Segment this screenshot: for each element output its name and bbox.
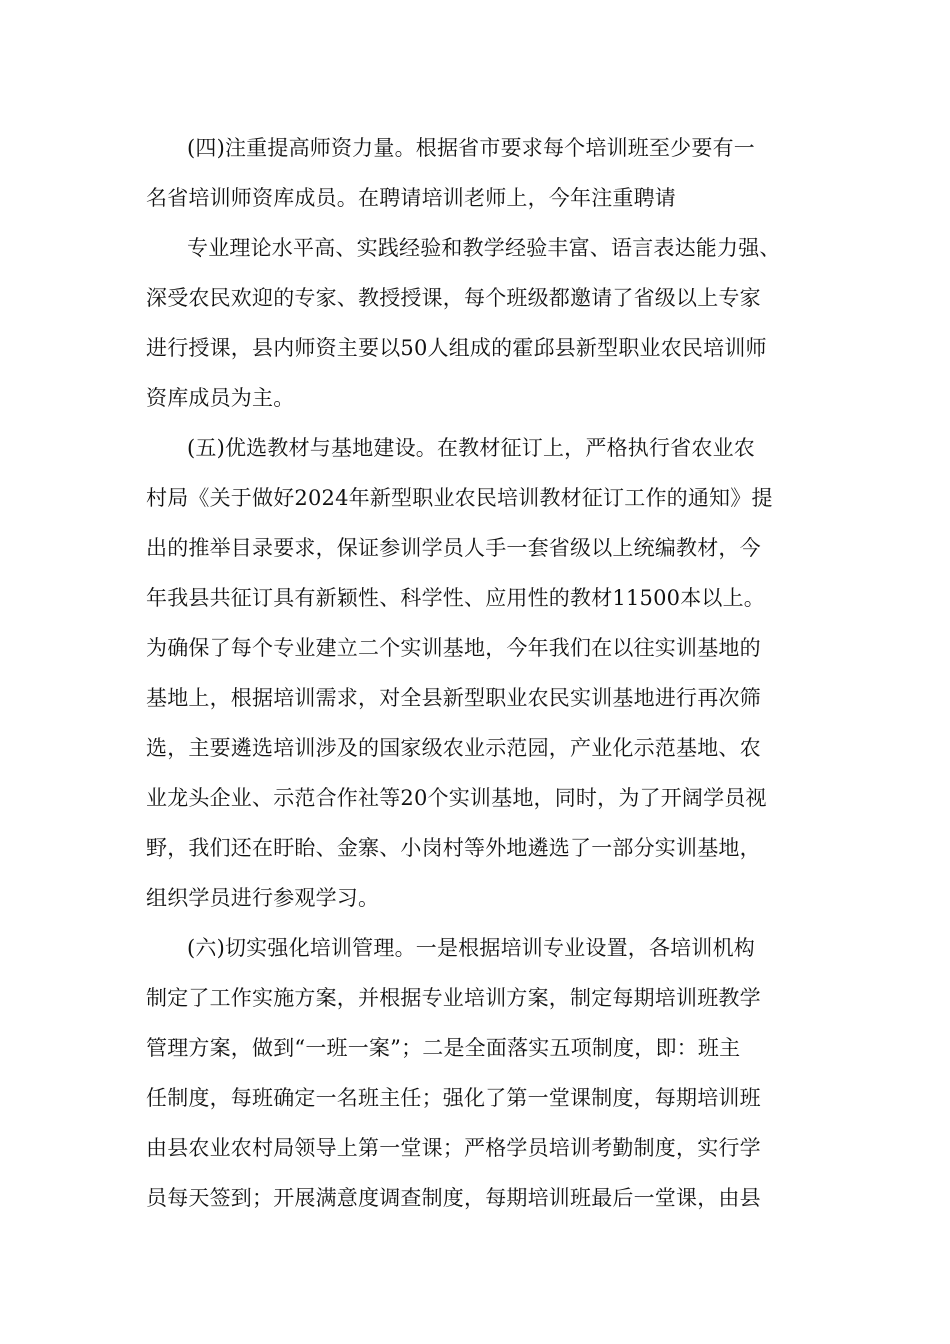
text-line: (六)切实强化培训管理。一是根据培训专业设置，各培训机构 [187, 936, 755, 960]
text-line: 基地上，根据培训需求，对全县新型职业农民实训基地进行再次筛 [146, 686, 761, 710]
text-line: (四)注重提高师资力量。根据省市要求每个培训班至少要有一 [187, 136, 755, 160]
text-line: 为确保了每个专业建立二个实训基地，今年我们在以往实训基地的 [146, 636, 761, 660]
text-line: (五)优选教材与基地建设。在教材征订上，严格执行省农业农 [187, 436, 755, 460]
text-line: 选，主要遴选培训涉及的国家级农业示范园，产业化示范基地、农 [146, 736, 761, 760]
text-line: 进行授课，县内师资主要以50人组成的霍邱县新型职业农民培训师 [146, 336, 767, 360]
text-line: 专业理论水平高、实践经验和教学经验丰富、语言表达能力强、 [187, 236, 781, 260]
text-line: 制定了工作实施方案，并根据专业培训方案，制定每期培训班教学 [146, 986, 761, 1010]
text-line: 深受农民欢迎的专家、教授授课，每个班级都邀请了省级以上专家 [146, 286, 761, 310]
text-line: 组织学员进行参观学习。 [146, 886, 380, 910]
text-line: 野，我们还在盱眙、金寨、小岗村等外地遴选了一部分实训基地， [146, 836, 761, 860]
text-line: 管理方案，做到“一班一案”；二是全面落实五项制度，即：班主 [146, 1036, 741, 1060]
text-line: 出的推举目录要求，保证参训学员人手一套省级以上统编教材，今 [146, 536, 761, 560]
text-line: 员每天签到；开展满意度调查制度，每期培训班最后一堂课，由县 [146, 1186, 761, 1210]
text-line: 资库成员为主。 [146, 386, 295, 410]
text-line: 由县农业农村局领导上第一堂课；严格学员培训考勤制度，实行学 [146, 1136, 761, 1160]
text-line: 年我县共征订具有新颖性、科学性、应用性的教材11500本以上。 [146, 586, 766, 610]
text-line: 业龙头企业、示范合作社等20个实训基地，同时，为了开阔学员视 [146, 786, 767, 810]
text-line: 村局《关于做好2024年新型职业农民培训教材征订工作的通知》提 [146, 486, 773, 510]
text-line: 名省培训师资库成员。在聘请培训老师上，今年注重聘请 [146, 186, 676, 210]
text-line: 任制度，每班确定一名班主任；强化了第一堂课制度，每期培训班 [146, 1086, 761, 1110]
